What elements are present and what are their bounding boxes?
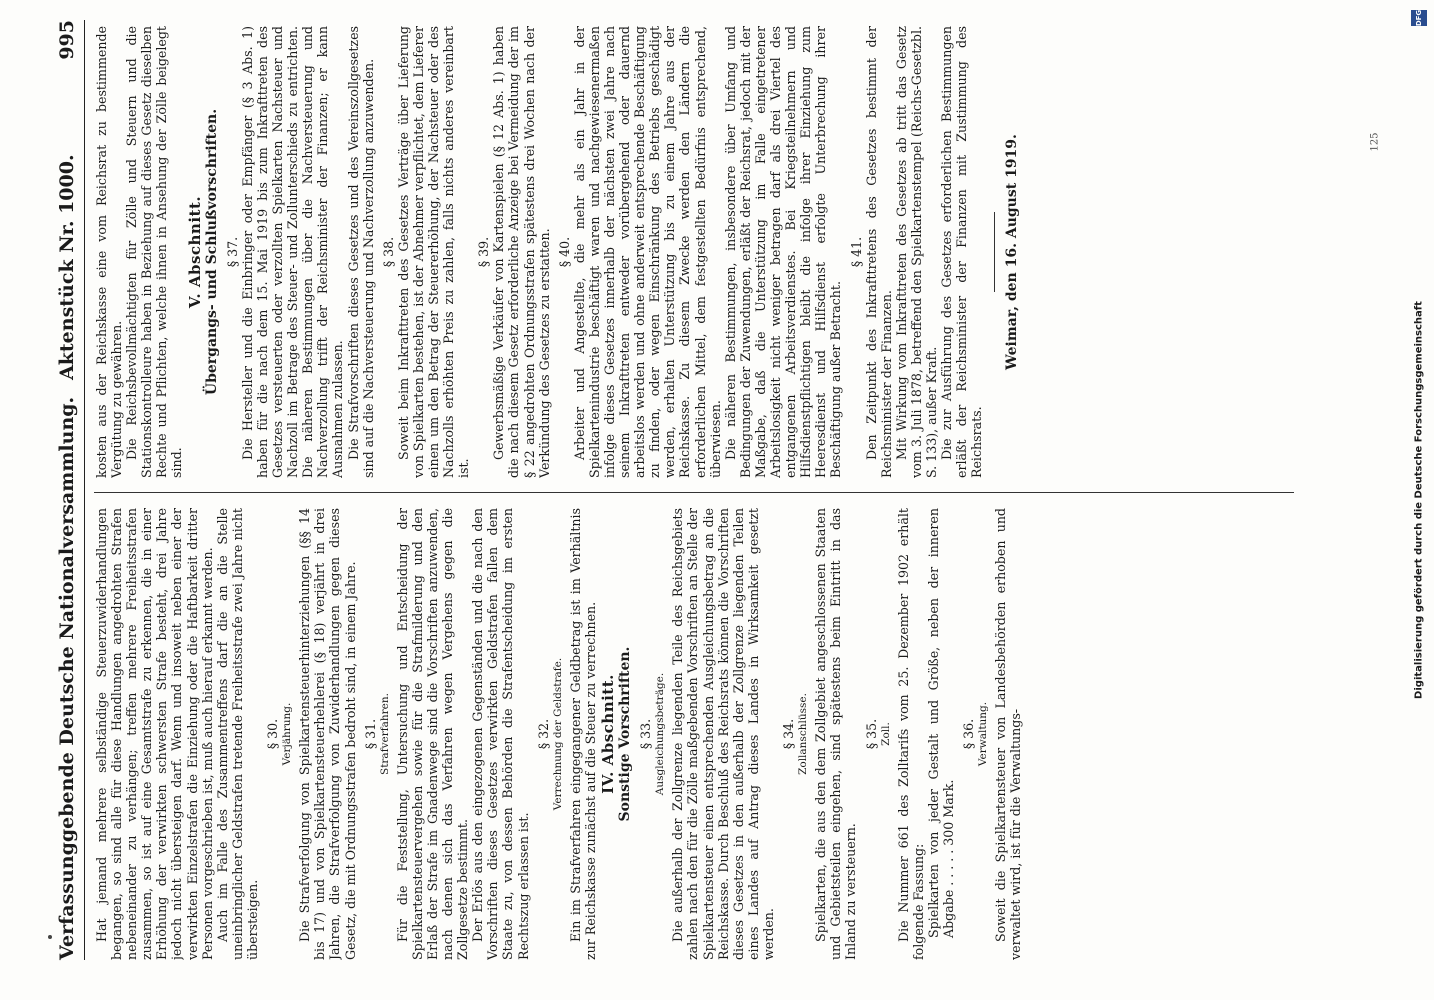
section-heading-36: § 36. — [961, 718, 977, 750]
running-header — [56, 20, 85, 960]
text-column-left — [94, 508, 1324, 960]
folio-mark — [1360, 132, 1390, 152]
paragraph: Die Strafverfolgung von Spielkartensteuerhinterziehungen (§§ 14 bis 17) und von Spielkartensteuerhehlerei (§ 18) verjährt in drei Jahren, die Strafverfolgung von Zuwiderhandlungen gegen dieses Gesetz, die mit Ordnungsstrafen bedroht sind, in einem Jahre. — [297, 508, 358, 960]
paragraph: Den Zeitpunkt des Inkrafttretens des Gesetzes bestimmt der Reichsminister der Finanzen. — [863, 26, 894, 478]
section-heading-40: § 40. — [556, 236, 572, 268]
folio-mark-text: 125 — [1369, 132, 1381, 152]
chapter-subtitle-v: Übergangs- und Schlußvorschriften. — [203, 108, 220, 396]
paragraph: Ein im Strafverfahren eingegangener Geldbetrag ist im Verhältnis zur Reichskasse zunächst auf die Steuer zu verrechnen. — [567, 508, 598, 960]
paragraph: Die Reichsbevollmächtigten für Zölle und Steuern und die Stationskontrolleure haben in Beziehung auf dieses Gesetz dieselben Rechte und Pflichten, welche ihnen in Ansehung der Zölle beigelegt sind. — [124, 26, 185, 478]
section-heading-31: § 31. — [362, 718, 378, 750]
scan-speck — [48, 935, 52, 939]
section-heading-37: § 37. — [224, 236, 240, 268]
paragraph: Die näheren Bestimmungen, insbesondere über Umfang und Bedingungen der Zuwendungen, erläßt der Reichsrat, jedoch mit der Maßgabe, daß die Unterstützung im Falle eingetretener Arbeitslosigkeit nicht weniger betragen darf als drei Viertel des entgangenen Arbeitsverdienstes. Bei Kriegsteilnehmern und Hilfsdienstpflichtigen bleibt die infolge ihrer Einziehung zum Heeresdienst und Hilfsdienst erfolgte Unterbrechung ihrer Beschäftigung außer Betracht. — [722, 26, 844, 478]
paragraph: Der Erlös aus den eingezogenen Gegenständen und die nach den Vorschriften dieses Gesetzes verwirkten Geldstrafen fallen dem Staate zu, von dessen Behörden die Strafentscheidung im ersten Rechtszug erlassen ist. — [470, 508, 531, 960]
chapter-title-iv: IV. Abschnitt. — [599, 674, 617, 794]
paragraph: Mit Wirkung vom Inkrafttreten des Gesetzes ab tritt das Gesetz vom 3. Juli 1878, betreffend den Spielkartenstempel (Reichs-Gesetzbl. S. 133), außer Kraft. — [893, 26, 939, 478]
closing-place-date: Weimar, den 16. August 1919. — [1004, 134, 1021, 370]
section-note: Verjährung. — [281, 702, 294, 766]
paragraph: Auch im Falle des Zusammentreffens darf die an die Stelle uneinbringlicher Geldstrafen tretende Freiheitsstrafe zwei Jahre nicht übersteigen. — [214, 508, 260, 960]
section-heading-34: § 34. — [781, 718, 797, 750]
tariff-entry: Spielkarten von jeder Gestalt und Größe, neben der inneren Abgabe . . . . . 300 Mark. — [925, 508, 956, 938]
section-note: Zollanschlüsse. — [797, 693, 810, 775]
document-page — [56, 20, 1330, 960]
chapter-title-v: V. Abschnitt. — [185, 195, 204, 309]
chapter-subtitle-iv: Sonstige Vorschriften. — [617, 646, 634, 822]
paragraph: Soweit beim Inkrafttreten des Gesetzes Verträge über Lieferung von Spielkarten bestehen, ist der Abnehmer verpflichtet, dem Lieferer einen um den Betrag der Steuererhöhung, der Nachsteuer oder des Nachzolls erhöhten Preis zu zahlen, falls nichts anderes vereinbart ist. — [395, 26, 472, 478]
section-heading-35: § 35. — [863, 718, 879, 750]
text-column-right — [94, 26, 1324, 478]
section-heading-38: § 38. — [380, 236, 396, 268]
section-heading-32: § 32. — [535, 718, 551, 750]
paragraph: Soweit die Spielkartensteuer von Landesbehörden erhoben und verwaltet wird, ist für die Verwaltungs- — [993, 508, 1024, 960]
section-note: Verwaltung. — [977, 701, 990, 767]
section-heading-30: § 30. — [265, 718, 281, 750]
section-note: Zoll. — [879, 722, 892, 746]
paragraph: Die außerhalb der Zollgrenze liegenden Teile des Reichsgebiets zahlen nach den für die Zölle maßgebenden Vorschriften an Stelle der Spielkartensteuer einen entsprechenden Ausgleichungsbetrag an die Reichskasse. Durch Beschluß des Reichsrats können die Vorschriften dieses Gesetzes in den außerhalb der Zollgrenze liegenden Teilen eines Landes auf Antrag dieses Landes in Wirksamkeit gesetzt werden. — [670, 508, 776, 960]
paragraph: kosten aus der Reichskasse eine vom Reichsrat zu bestimmende Vergütung zu gewähren. — [94, 26, 125, 478]
section-heading-33: § 33. — [638, 718, 654, 750]
section-note: Strafverfahren. — [378, 693, 391, 775]
paragraph: Hat jemand mehrere selbständige Steuerzuwiderhandlungen begangen, so sind alle für diese Handlungen angedrohten Strafen nebeneinander zu verhängen; treffen mehrere Freiheitsstrafen zusammen, so ist auf eine Gesamtstrafe zu erkennen, die in einer Erhöhung der verwirkten schwersten Strafe besteht, drei Jahre jedoch nicht übersteigen darf. Wenn und insoweit neben einer der verwirkten Einzelstrafen die Einziehung oder die Haftbarkeit dritter Personen vorgeschrieben ist, muß auch hierauf erkannt werden. — [94, 508, 215, 960]
paragraph: Die Hersteller und die Einbringer oder Empfänger (§ 3 Abs. 1) haben für die nach dem 15. Mai 1919 bis zum Inkrafttreten des Gesetzes versteuerten oder verzollten Spielkarten Nachsteuer und Nachzoll im Betrage des Steuer- und Zollunterschieds zu entrichten. Die näheren Bestimmungen über die Nachversteuerung und Nachverzollung trifft der Reichsminister der Finanzen; er kann Ausnahmen zulassen. — [239, 26, 346, 478]
header-document-number: Aktenstück Nr. 1000. — [56, 154, 78, 380]
paragraph: Die zur Ausführung des Gesetzes erforderlichen Bestimmungen erläßt der Reichsminister der Finanzen mit Zustimmung des Reichsrats. — [939, 26, 985, 478]
closing-separator — [994, 212, 995, 292]
digitization-credit-text: Digitalisierung gefördert durch die Deutsche Forschungsgemeinschaft — [1413, 301, 1425, 699]
paragraph: Gewerbsmäßige Verkäufer von Kartenspielen (§ 12 Abs. 1) haben die nach diesem Gesetz erforderliche Anzeige bei Vermeidung der im § 22 angedrohten Ordnungsstrafen spätestens drei Wochen nach der Verkündung des Gesetzes zu erstatten. — [491, 26, 552, 478]
paragraph: Die Strafvorschriften dieses Gesetzes und des Vereinszollgesetzes sind auf die Nachversteuerung und Nachverzollung anzuwenden. — [345, 26, 376, 478]
paragraph: Spielkarten, die aus den dem Zollgebiet angeschlossenen Staaten und Gebietsteilen eingehen, sind spätestens beim Eintritt in das Inland zu versteuern. — [813, 508, 859, 960]
page-number: 995 — [56, 20, 78, 60]
paragraph: Für die Feststellung, Untersuchung und Entscheidung der Spielkartensteuervergehen sowie für die Strafmilderung und den Erlaß der Strafe im Gnadenwege sind die Vorschriften anzuwenden, nach denen sich das Verfahren wegen Vergehens gegen die Zollgesetze bestimmt. — [394, 508, 471, 960]
section-note: Verrechnung der Geldstrafe. — [551, 657, 564, 811]
header-title: Verfassunggebende Deutsche Nationalversammlung. — [56, 396, 78, 960]
section-heading-41: § 41. — [848, 236, 864, 268]
dfg-logo-text: DFG — [1415, 9, 1423, 27]
paragraph: Arbeiter und Angestellte, die mehr als ein Jahr in der Spielkartenindustrie beschäftigt waren und nachgewiesenermaßen infolge dieses Gesetzes innerhalb der nächsten zwei Jahre nach seinem Inkrafttreten entweder vorübergehend oder dauernd arbeitslos werden und ohne anderweit entsprechende Beschäftigung zu finden, oder wegen Einschränkung des Betriebs geschädigt werden, erhalten Unterstützung bis zu einem Jahre aus der Reichskasse. Zu diesem Zwecke werden den Ländern die erforderlichen Mittel, dem festgestellten Bedürfnis entsprechend, überwiesen. — [571, 26, 723, 478]
dfg-logo-icon — [1411, 10, 1427, 26]
section-heading-39: § 39. — [476, 236, 492, 268]
section-note: Ausgleichungsbeträge. — [654, 672, 667, 796]
digitization-credit — [1411, 9, 1427, 980]
column-divider — [94, 492, 1294, 493]
paragraph: Die Nummer 661 des Zolltarifs vom 25. Dezember 1902 erhält folgende Fassung: — [895, 508, 926, 960]
